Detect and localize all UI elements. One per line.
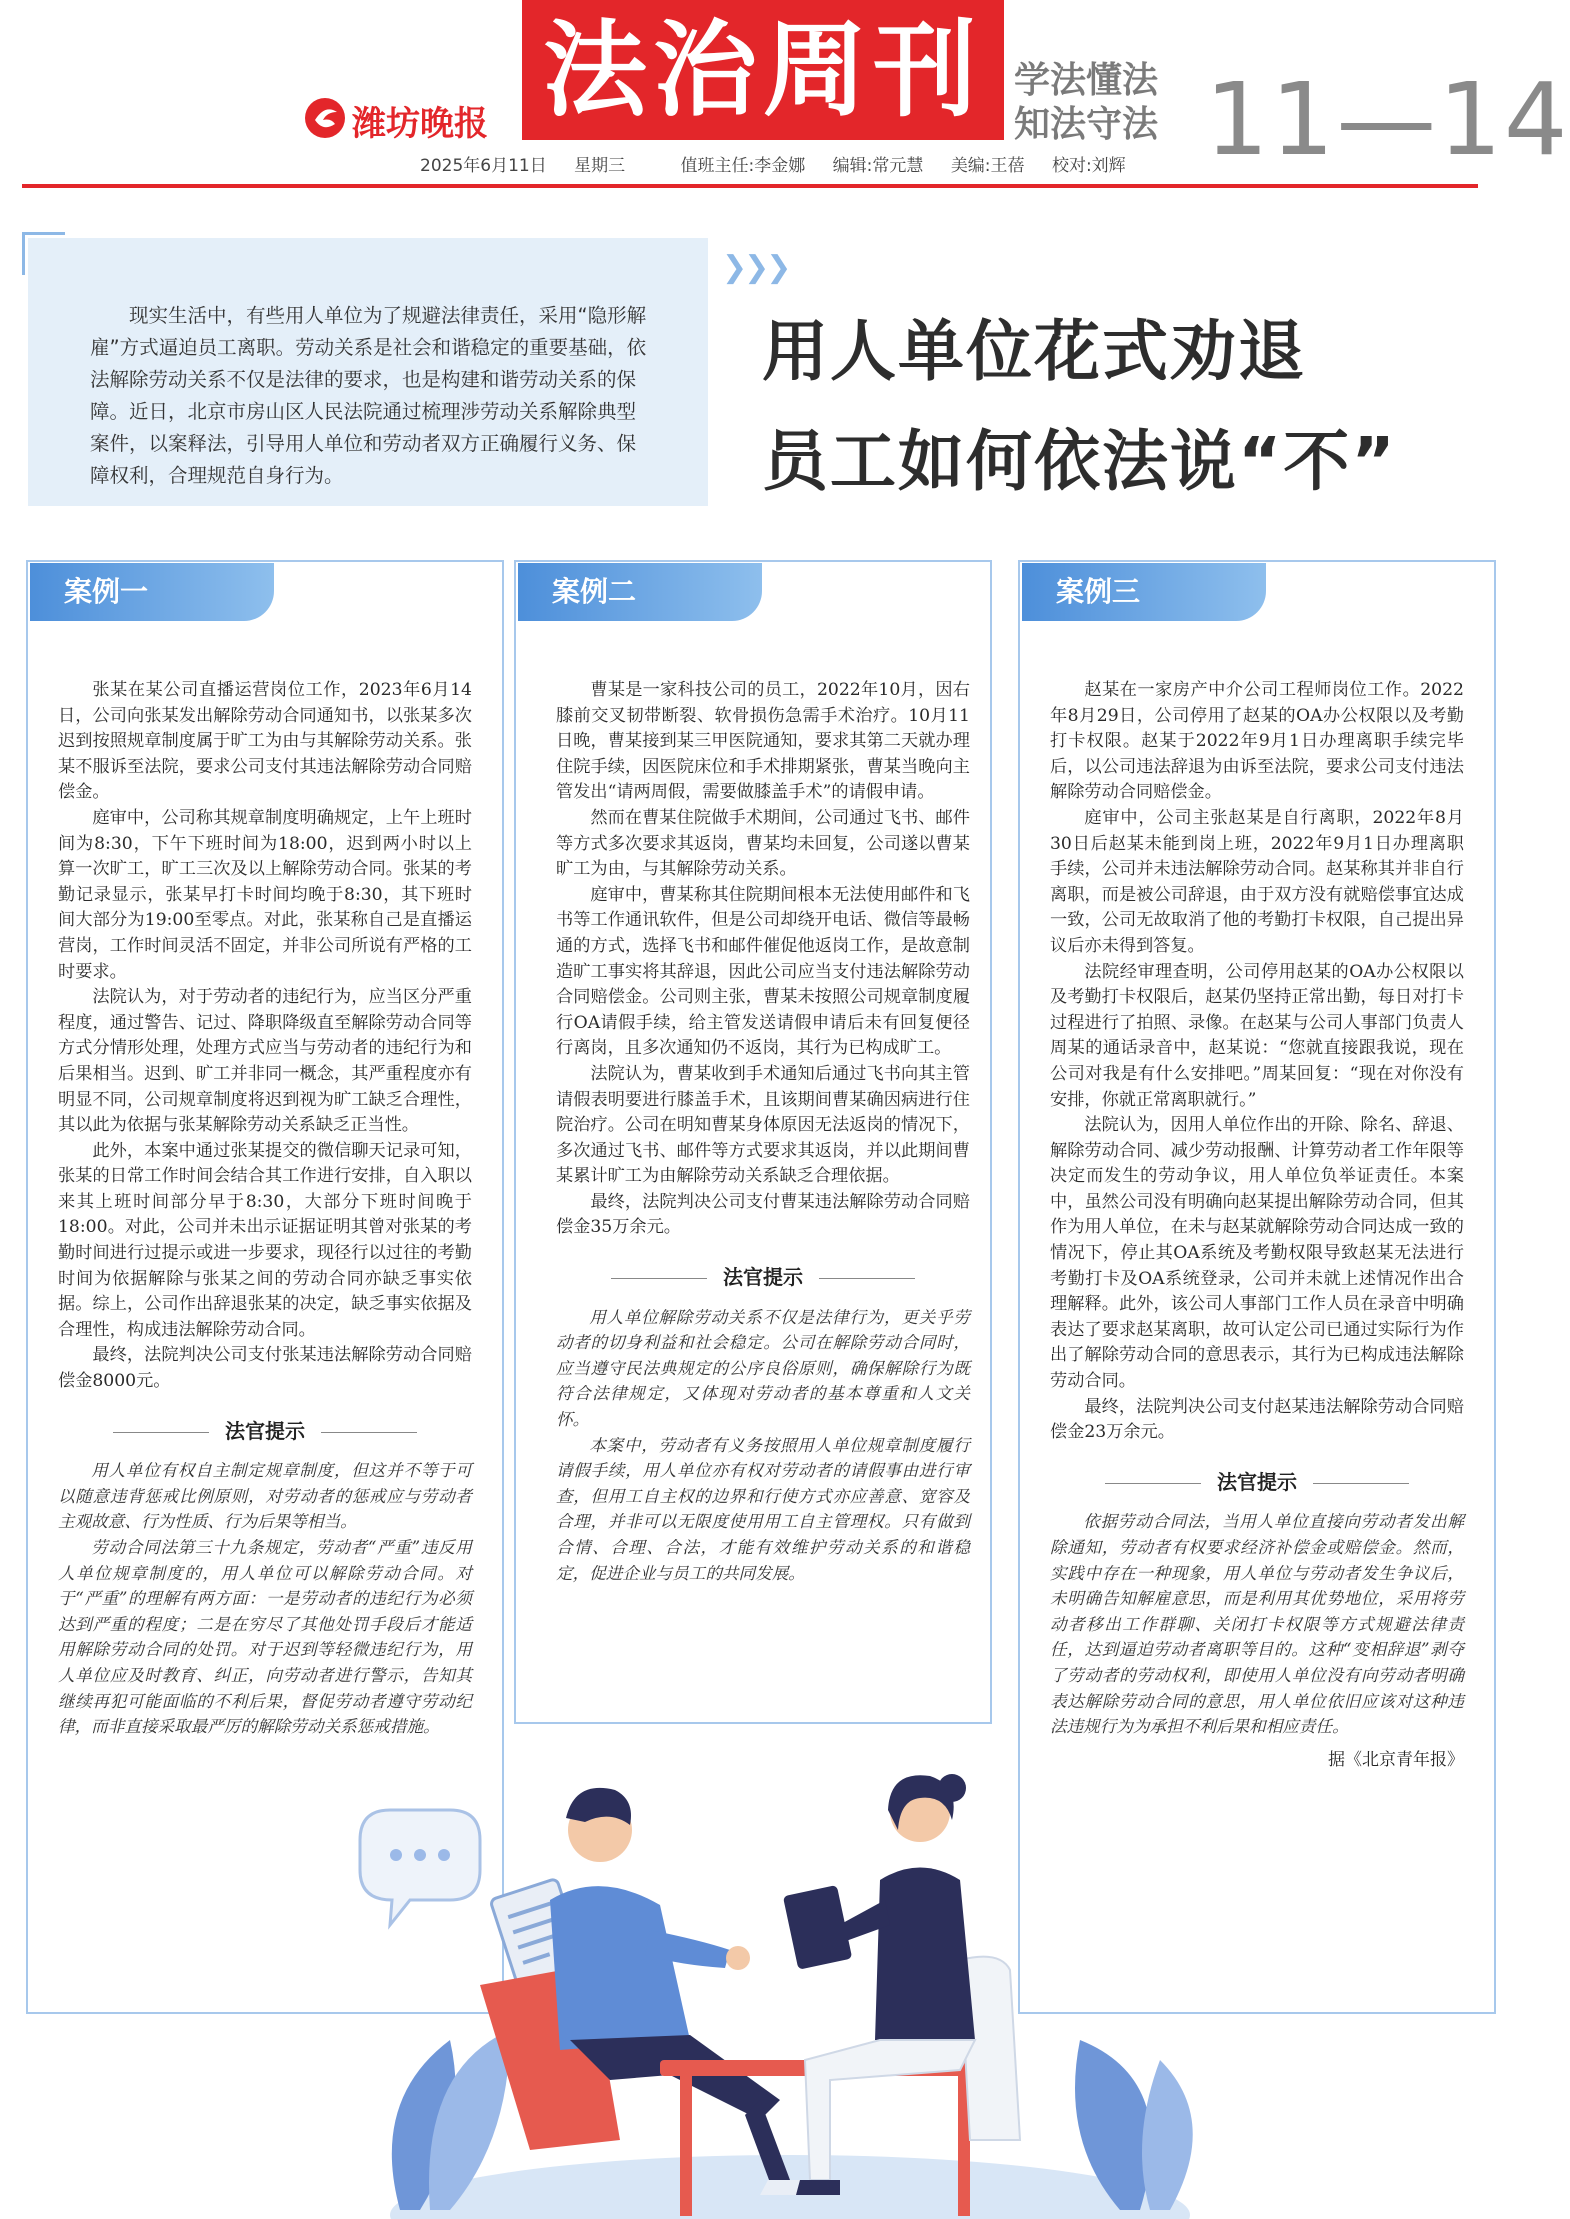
case3-tab xyxy=(1022,563,1266,621)
article-source: 据《北京青年报》 xyxy=(1328,1749,1464,1770)
case1-tab xyxy=(30,563,274,621)
divider xyxy=(321,1432,417,1433)
issue-weekday: 星期三 xyxy=(574,156,626,176)
case3-tip xyxy=(1050,1509,1464,1739)
chevron-decoration-icon: ❯❯❯ xyxy=(722,250,789,285)
case2-paragraph: 法院认为，曹某收到手术通知后通过飞书向其主管请假表明要进行膝盖手术，且该期间曹某确因病进行住院治疗。公司在明知曹某身体原因无法返岗的情况下，多次通过飞书、邮件等方式要求其返岗，并以此期间曹某累计旷工为由解除劳动关系缺乏合理依据。 xyxy=(556,1063,970,1187)
divider xyxy=(113,1432,209,1433)
speech-bubble-icon xyxy=(360,1810,480,1925)
case2-paragraph: 庭审中，曹某称其住院期间根本无法使用邮件和飞书等工作通讯软件，但是公司却绕开电话、微信等最畅通的方式，选择飞书和邮件催促他返岗工作，是故意制造旷工事实将其辞退，因此公司应当支付违法解除劳动合同赔偿金。公司则主张，曹某未按照公司规章制度履行OA请假手续，给主管发送请假申请后未有回复便径行离岗，且多次通知仍不返岗，其行为已构成旷工。 xyxy=(556,884,970,1059)
case3-body xyxy=(1050,678,1464,1773)
woman-figure-icon xyxy=(783,1774,975,2195)
case3-paragraph: 最终，法院判决公司支付赵某违法解除劳动合同赔偿金23万余元。 xyxy=(1050,1396,1464,1443)
case1-paragraph: 法院认为，对于劳动者的违纪行为，应当区分严重程度，通过警告、记过、降职降级直至解除劳动合同等方式分情形处理，处理方式应当与劳动者的违纪行为和后果相当。迟到、旷工并非同一概念，其严重程度亦有明显不同，公司规章制度将迟到视为旷工缺乏合理性，其以此为依据与张某解除劳动关系缺乏正当性。 xyxy=(58,987,472,1136)
dateline xyxy=(420,151,1148,176)
case2-body xyxy=(556,678,970,1586)
case3-tip-heading xyxy=(1050,1470,1464,1496)
masthead xyxy=(0,0,1570,190)
headline-line1: 用人单位花式劝退 xyxy=(762,313,1306,390)
divider xyxy=(1105,1483,1201,1484)
case1-paragraph: 最终，法院判决公司支付张某违法解除劳动合同赔偿金8000元。 xyxy=(58,1345,472,1392)
case2-tip-heading xyxy=(556,1265,970,1291)
consultation-illustration xyxy=(360,1740,1220,2215)
proofreader: 校对:刘辉 xyxy=(1051,156,1126,176)
case1-paragraph: 庭审中，公司称其规章制度明确规定，上午上班时间为8:30，下午下班时间为18:00，迟到两小时以上算一次旷工，旷工三次及以上解除劳动合同。张某的考勤记录显示，张某早打卡时间均晚于8:30，其下班时间大部分为19:00至零点。对此，张某称自己是直播运营岗，工作时间灵活不固定，并非公司所说有严格的工时要求。 xyxy=(58,807,472,982)
case3-paragraph: 庭审中，公司主张赵某是自行离职，2022年8月30日后赵某未能到岗上班，2022年9月1日办理离职手续，公司并未违法解除劳动合同。赵某称其并非自行离职，而是被公司辞退，由于双方没有就赔偿事宜达成一致，公司无故取消了他的考勤打卡权限，自己提出异议后亦未得到答复。 xyxy=(1050,807,1464,956)
case1-body xyxy=(58,678,472,1740)
case1-paragraph: 张某在某公司直播运营岗位工作，2023年6月14日，公司向张某发出解除劳动合同通知书，以张某多次迟到按照规章制度属于旷工为由与其解除劳动关系。张某不服诉至法院，要求公司支付其违法解除劳动合同赔偿金。 xyxy=(58,680,472,803)
intro-text: 现实生活中，有些用人单位为了规避法律责任，采用“隐形解雇”方式逼迫员工离职。劳动关系是社会和谐稳定的重要基础，依法解除劳动关系不仅是法律的要求，也是构建和谐劳动关系的保障。近日，北京市房山区人民法院通过梳理涉劳动关系解除典型案件，以案释法，引导用人单位和劳动者双方正确履行义务、保障权利，合理规范自身行为。 xyxy=(90,304,647,487)
case2-label: 案例二 xyxy=(552,575,637,608)
case1-tip-paragraph: 劳动合同法第三十九条规定，劳动者“严重”违反用人单位规章制度的，用人单位可以解除劳动合同。对于“严重”的理解有两方面：一是劳动者的违纪行为必须达到严重的程度；二是在穷尽了其他处罚手段后才能适用解除劳动合同的处罚。对于迟到等轻微违纪行为，用人单位应及时教育、纠正，向劳动者进行警示，告知其继续再犯可能面临的不利后果，督促劳动者遵守劳动纪律，而非直接采取最严厉的解除劳动关系惩戒措施。 xyxy=(58,1538,472,1737)
newspaper-logo-icon xyxy=(305,98,345,138)
case1-paragraph: 此外，本案中通过张某提交的微信聊天记录可知，张某的日常工作时间会结合其工作进行安排，自入职以来其上班时间部分早于8:30，大部分下班时间晚于18:00。对此，公司并未出示证据证明其曾对张某的考勤时间进行过提示或进一步要求，现径行以过往的考勤时间为依据解除与张某之间的劳动合同亦缺乏事实依据。综上，公司作出辞退张某的决定，缺乏事实依据及合理性，构成违法解除劳动合同。 xyxy=(58,1140,472,1340)
case1-tip xyxy=(58,1458,472,1740)
masthead-rule xyxy=(22,184,1478,188)
case3-tip-title: 法官提示 xyxy=(1217,1469,1297,1494)
divider xyxy=(611,1278,707,1279)
case3-paragraph: 法院认为，因用人单位作出的开除、除名、辞退、解除劳动合同、减少劳动报酬、计算劳动者工作年限等决定而发生的劳动争议，用人单位负举证责任。本案中，虽然公司没有明确向赵某提出解除劳动合同，但其作为用人单位，在未与赵某就解除劳动合同达成一致的情况下，停止其OA系统及考勤权限导致赵某无法进行考勤打卡及OA系统登录，公司并未就上述情况作出合理解释。此外，该公司人事部门工作人员在录音中明确表达了要求赵某离职，故可认定公司已通过实际行为作出了解除劳动合同的意思表示，其行为已构成违法解除劳动合同。 xyxy=(1050,1115,1464,1392)
case2-tip-paragraph: 用人单位解除劳动关系不仅是法律行为，更关乎劳动者的切身利益和社会稳定。公司在解除劳动合同时，应当遵守民法典规定的公序良俗原则，确保解除行为既符合法律规定，又体现对劳动者的基本尊重和人文关怀。 xyxy=(556,1307,970,1430)
slogan-line1: 学法懂法 xyxy=(1014,60,1159,101)
case2-paragraph: 然而在曹某住院做手术期间，公司通过飞书、邮件等方式多次要求其返岗，曹某均未回复，公司遂以曹某旷工为由，与其解除劳动关系。 xyxy=(556,807,970,880)
case2-paragraph: 最终，法院判决公司支付曹某违法解除劳动合同赔偿金35万余元。 xyxy=(556,1191,970,1238)
table-leg xyxy=(680,2076,692,2216)
case1-label: 案例一 xyxy=(64,575,149,608)
case3-paragraph: 法院经审理查明，公司停用赵某的OA办公权限以及考勤打卡权限后，赵某仍坚持正常出勤，每日对打卡过程进行了拍照、录像。在赵某与公司人事部门负责人周某的通话录音中，赵某说：“您就直接跟我说，现在公司对我是有什么安排吧。”周某回复：“现在对你没有安排，你就正常离职就行。” xyxy=(1050,961,1464,1110)
intro-corner-decoration xyxy=(22,232,65,275)
case1-tip-paragraph: 用人单位有权自主制定规章制度，但这并不等于可以随意违背惩戒比例原则，对劳动者的惩戒应与劳动者主观故意、行为性质、行为后果等相当。 xyxy=(58,1461,472,1532)
headline-line2: 员工如何依法说“不” xyxy=(762,423,1397,500)
case1-tip-heading xyxy=(58,1419,472,1445)
newspaper-name: 潍坊晚报 xyxy=(352,104,488,144)
case2-paragraph: 曹某是一家科技公司的员工，2022年10月，因右膝前交叉韧带断裂、软骨损伤急需手术治疗。10月11日晚，曹某接到某三甲医院通知，要求其第二天就办理住院手续，因医院床位和手术排期紧张，曹某当晚向主管发出“请两周假，需要做膝盖手术”的请假申请。 xyxy=(556,680,970,803)
divider xyxy=(1313,1483,1409,1484)
case3-label: 案例三 xyxy=(1056,575,1141,608)
case2-tab xyxy=(518,563,762,621)
issue-date: 2025年6月11日 xyxy=(420,156,547,176)
duty-editor: 值班主任:李金娜 xyxy=(680,156,806,176)
case2-tip xyxy=(556,1305,970,1587)
editor: 编辑:常元慧 xyxy=(832,156,924,176)
section-title: 法治周刊 xyxy=(542,9,983,131)
tablet-icon xyxy=(783,1885,852,1970)
art-editor: 美编:王蓓 xyxy=(950,156,1025,176)
case3-tip-paragraph: 依据劳动合同法，当用人单位直接向劳动者发出解除通知，劳动者有权要求经济补偿金或赔偿金。然而，实践中存在一种现象，用人单位与劳动者发生争议后，未明确告知解雇意思，而是利用其优势地位，采用将劳动者移出工作群聊、关闭打卡权限等方式规避法律责任，达到逼迫劳动者离职等目的。这种“变相辞退”剥夺了劳动者的劳动权利，即使用人单位没有向劳动者明确表达解除劳动合同的意思，用人单位依旧应该对这种违法违规行为为承担不利后果和相应责任。 xyxy=(1050,1512,1464,1737)
divider xyxy=(819,1278,915,1279)
plant-leaf-icon xyxy=(1142,2060,1193,2210)
case2-tip-title: 法官提示 xyxy=(723,1265,803,1290)
case1-tip-title: 法官提示 xyxy=(225,1418,305,1443)
slogan-line2: 知法守法 xyxy=(1014,104,1159,145)
page-range: 11—14 xyxy=(1205,61,1570,178)
case3-paragraph: 赵某在一家房产中介公司工程师岗位工作。2022年8月29日，公司停用了赵某的OA办公权限以及考勤打卡权限。赵某于2022年9月1日办理离职手续完毕后，以公司违法辞退为由诉至法院，要求公司支付违法解除劳动合同赔偿金。 xyxy=(1050,680,1464,803)
case2-tip-paragraph: 本案中，劳动者有义务按照用人单位规章制度履行请假手续，用人单位亦有权对劳动者的请假事由进行审查，但用工自主权的边界和行使方式亦应善意、宽容及合理，并非可以无限度使用用工自主管理权。只有做到合情、合理、合法，才能有效维护劳动关系的和谐稳定，促进企业与员工的共同发展。 xyxy=(556,1435,970,1583)
